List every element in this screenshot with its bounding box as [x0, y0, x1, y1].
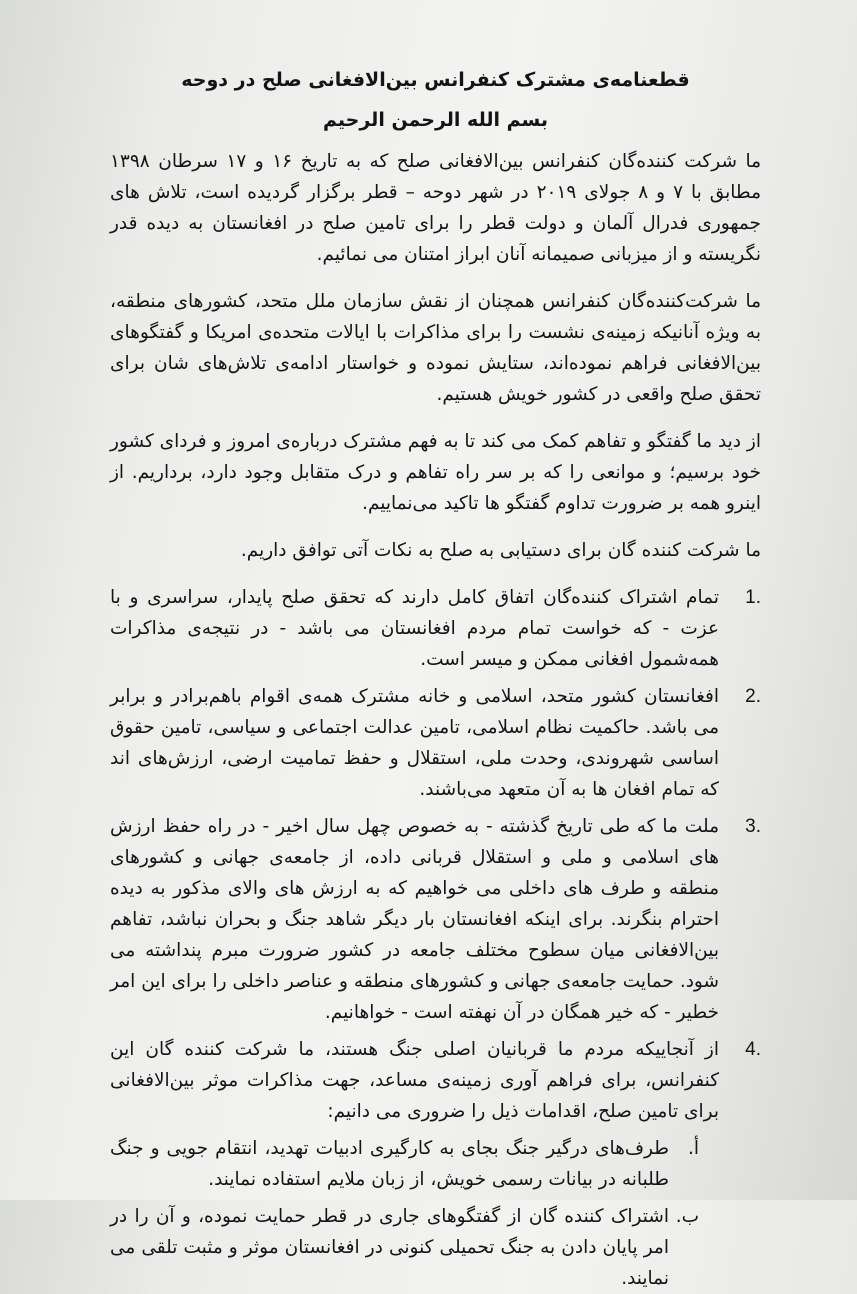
sub-list-item [110, 1133, 761, 1195]
item-text: تمام اشتراک کننده‌گان اتفاق کامل دارند که تحقق صلح پایدار، سراسری و با عزت - که خواست تمام مردم افغانستان می باشد - در نتیجه‌ی مذاکرات همه‌شمول افغانی ممکن و میسر است. [110, 587, 719, 670]
item-text: ملت ما که طی تاریخ گذشته - به خصوص چهل سال اخیر - در راه حفظ ارزش های اسلامی و ملی و استقلال قربانی داده، از جامعه‌ی جهانی و کشورهای منطقه و طرف های داخلی می خواهیم که به ارزش های والای مذکور به دیده احترام بنگرند. برای اینکه افغانستان بار دیگر شاهد جنگ و بحران نباشد، تفاهم بین‌الافغانی میان سطوح مختلف جامعه در کشور ضرورت مبرم پنداشته می شود. حمایت جامعه‌ی جهانی و کشورهای منطقه و عناصر داخلی را برای این امر خطیر - که خیر همگان در آن نهفته است - خواهانیم. [110, 816, 719, 1023]
item-number: 1. [745, 587, 761, 608]
list-item [110, 681, 761, 805]
list-item [110, 1034, 761, 1127]
sub-item-text: طرف‌های درگیر جنگ بجای به کارگیری ادبیات تهدید، انتقام جویی و جنگ طلبانه در بیانات رسمی خویش، از زبان ملایم استفاده نمایند. [110, 1138, 669, 1190]
sub-item-text: اشتراک کننده گان از گفتگوهای جاری در قطر حمایت نموده، و آن را در امر پایان دادن به جنگ تحمیلی کنونی در افغانستان موثر و مثبت تلقی می نمایند. [110, 1206, 669, 1289]
document-title: قطعنامه‌ی مشترک کنفرانس بین‌الافغانی صلح در دوحه [181, 69, 690, 91]
intro-paragraph-2: ما شرکت‌کننده‌گان کنفرانس همچنان از نقش سازمان ملل متحد، کشورهای منطقه، به ویژه آنانیکه زمینه‌ی نشست را برای مذاکرات با ایالات متحده‌ی امریکا و گفتگوهای بین‌الافغانی فراهم نموده‌اند، ستایش نموده و خواستار ادامه‌ی تلاش‌های شان برای تحقق صلح واقعی در کشور خویش هستیم. [110, 291, 761, 405]
agreement-lead: ما شرکت کننده گان برای دستیابی به صلح به نکات آتی توافق داریم. [240, 540, 761, 561]
list-item [110, 582, 761, 675]
item-number: 3. [745, 816, 761, 837]
sub-item-marker: أ. [687, 1138, 699, 1159]
sub-item-marker: ب. [675, 1206, 699, 1227]
item-text: افغانستان کشور متحد، اسلامی و خانه مشترک همه‌ی اقوام باهم‌برادر و برابر می باشد. حاکمیت نظام اسلامی، تامین عدالت اجتماعی و سیاسی، تامین حقوق اساسی شهروندی، وحدت ملی، استقلال و حفظ تمامیت ارضی، ارزش‌های اند که تمام افغان ها به آن متعهد می‌باشند. [110, 686, 719, 800]
item-number: 4. [745, 1039, 761, 1060]
intro-paragraph-3: از دید ما گفتگو و تفاهم کمک می کند تا به فهم مشترک درباره‌ی امروز و فردای کشور خود برسیم؛ و موانعی را که بر سر راه تفاهم و درک متقابل وجود دارد، برداریم. از اینرو همه بر ضرورت تداوم گفتگو ها تاکید می‌نماییم. [110, 431, 761, 514]
sub-list-item [110, 1201, 761, 1294]
bismillah-heading: بسم الله الرحمن الرحیم [323, 109, 548, 131]
item-number: 2. [745, 686, 761, 707]
item-text: از آنجاییکه مردم ما قربانیان اصلی جنگ هستند، ما شرکت کننده گان این کنفرانس، برای فراهم آوری زمینه‌ی مساعد، جهت مذاکرات موثر بین‌الافغانی برای تامین صلح، اقدامات ذیل را ضروری می دانیم: [110, 1039, 719, 1122]
intro-paragraph-1: ما شرکت کننده‌گان کنفرانس بین‌الافغانی صلح که به تاریخ ۱۶ و ۱۷ سرطان ۱۳۹۸ مطابق با ۷ و ۸ جولای ۲۰۱۹ در شهر دوحه – قطر برگزار گردیده است، تلاش های جمهوری فدرال آلمان و دولت قطر را برای تامین صلح در افغانستان به دیده قدر نگریسته و از میزبانی صمیمانه آنان ابراز امتنان می نمائیم. [110, 151, 761, 265]
list-item [110, 811, 761, 1028]
